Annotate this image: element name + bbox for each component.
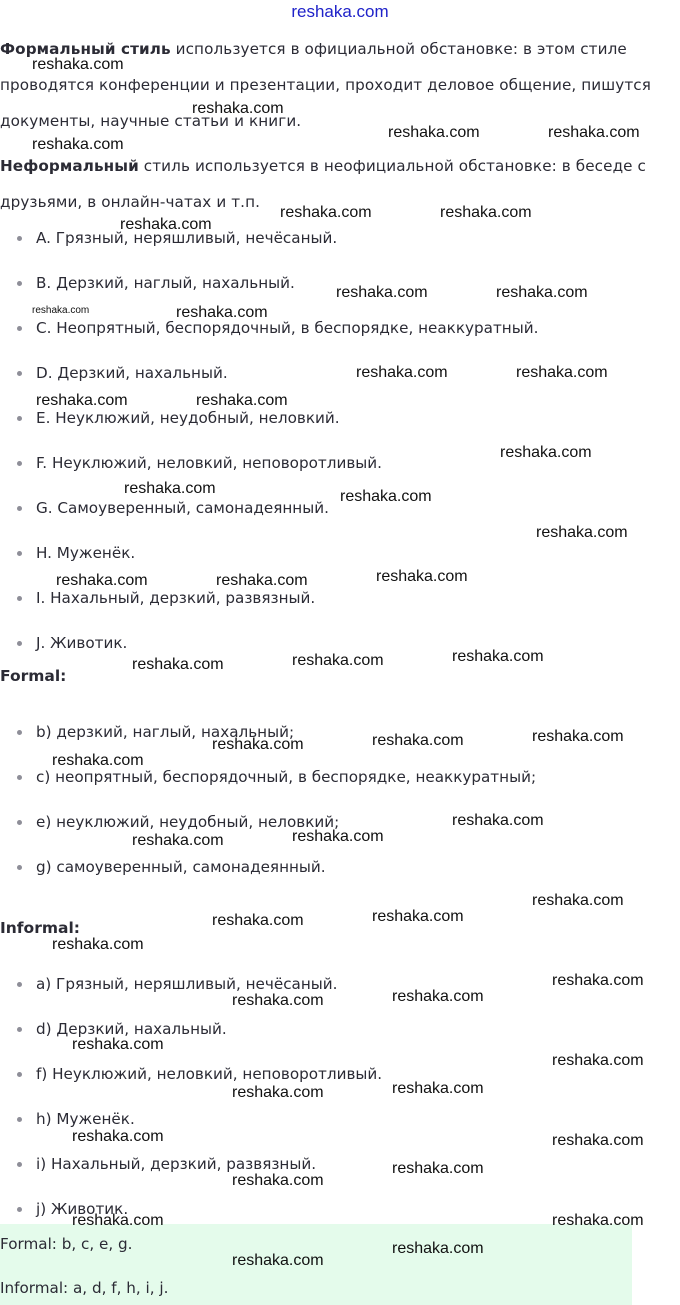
site-link[interactable]: reshaka.com xyxy=(291,2,389,21)
list-item: E. Неуклюжий, неудобный, неловкий. xyxy=(0,408,670,453)
answer-formal: Formal: b, c, e, g. xyxy=(0,1235,133,1253)
watermark: reshaka.com xyxy=(392,1160,484,1177)
list-item: J. Животик. xyxy=(0,633,670,678)
list-item: h) Муженёк. xyxy=(0,1109,670,1154)
formal-heading: Formal: xyxy=(0,667,67,685)
informal-term: Неформальный xyxy=(0,157,139,175)
watermark: reshaka.com xyxy=(536,524,628,541)
watermark: reshaka.com xyxy=(52,936,144,953)
watermark: reshaka.com xyxy=(292,652,384,669)
list-item: D. Дерзкий, нахальный. xyxy=(0,363,670,408)
watermark: reshaka.com xyxy=(72,1212,164,1229)
watermark: reshaka.com xyxy=(356,364,448,381)
watermark: reshaka.com xyxy=(120,216,212,233)
list-item: c) неопрятный, беспорядочный, в беспорядке, неаккуратный; xyxy=(0,767,670,812)
watermark: reshaka.com xyxy=(548,124,640,141)
watermark: reshaka.com xyxy=(232,992,324,1009)
watermark: reshaka.com xyxy=(552,1212,644,1229)
watermark: reshaka.com xyxy=(292,828,384,845)
list-item: e) неуклюжий, неудобный, неловкий; xyxy=(0,812,670,857)
list-item: C. Неопрятный, беспорядочный, в беспорядке, неаккуратный. xyxy=(0,318,670,363)
watermark: reshaka.com xyxy=(36,392,128,409)
formal-list xyxy=(0,722,670,902)
watermark: reshaka.com xyxy=(232,1252,324,1269)
informal-style-paragraph xyxy=(0,148,672,220)
watermark: reshaka.com xyxy=(388,124,480,141)
watermark: reshaka.com xyxy=(32,136,124,153)
watermark: reshaka.com xyxy=(440,204,532,221)
watermark: reshaka.com xyxy=(176,304,268,321)
watermark: reshaka.com xyxy=(552,972,644,989)
list-item: I. Нахальный, дерзкий, развязный. xyxy=(0,588,670,633)
formal-description: используется в официальной обстановке: в этом стиле проводятся конференции и презентации, проходит деловое общение, пишутся документы, научные статьи и книги. xyxy=(0,40,651,130)
answer-informal: Informal: a, d, f, h, i, j. xyxy=(0,1279,169,1297)
list-item: g) самоуверенный, самонадеянный. xyxy=(0,857,670,902)
list-item: H. Муженёк. xyxy=(0,543,670,588)
informal-description: стиль используется в неофициальной обстановке: в беседе с друзьями, в онлайн-чатах и т.п. xyxy=(0,157,647,211)
watermark: reshaka.com xyxy=(212,736,304,753)
list-item: A. Грязный, неряшливый, нечёсаный. xyxy=(0,228,670,273)
watermark: reshaka.com xyxy=(132,832,224,849)
informal-list xyxy=(0,974,670,1244)
list-item: f) Неуклюжий, неловкий, неповоротливый. xyxy=(0,1064,670,1109)
watermark: reshaka.com xyxy=(212,912,304,929)
watermark: reshaka.com xyxy=(52,752,144,769)
formal-term: Формальный стиль xyxy=(0,40,171,58)
list-item: F. Неуклюжий, неловкий, неповоротливый. xyxy=(0,453,670,498)
watermark: reshaka.com xyxy=(392,1240,484,1257)
watermark: reshaka.com xyxy=(280,204,372,221)
list-item: B. Дерзкий, наглый, нахальный. xyxy=(0,273,670,318)
watermark: reshaka.com xyxy=(516,364,608,381)
watermark: reshaka.com xyxy=(56,572,148,589)
watermark: reshaka.com xyxy=(124,480,216,497)
watermark: reshaka.com xyxy=(532,728,624,745)
list-item: G. Самоуверенный, самонадеянный. xyxy=(0,498,670,543)
list-item: b) дерзкий, наглый, нахальный; xyxy=(0,722,670,767)
watermark: reshaka.com xyxy=(376,568,468,585)
list-item: j) Животик. xyxy=(0,1199,670,1244)
list-item: a) Грязный, неряшливый, нечёсаный. xyxy=(0,974,670,1019)
watermark: reshaka.com xyxy=(532,892,624,909)
watermark: reshaka.com xyxy=(72,1128,164,1145)
watermark: reshaka.com xyxy=(132,656,224,673)
watermark: reshaka.com xyxy=(452,648,544,665)
watermark: reshaka.com xyxy=(552,1052,644,1069)
watermark: reshaka.com xyxy=(232,1172,324,1189)
watermark: reshaka.com xyxy=(192,100,284,117)
watermark: reshaka.com xyxy=(392,1080,484,1097)
watermark: reshaka.com xyxy=(216,572,308,589)
watermark: reshaka.com xyxy=(392,988,484,1005)
watermark: reshaka.com xyxy=(372,908,464,925)
watermark: reshaka.com xyxy=(196,392,288,409)
list-item: d) Дерзкий, нахальный. xyxy=(0,1019,670,1064)
watermark: reshaka.com xyxy=(32,305,90,316)
list-item: i) Нахальный, дерзкий, развязный. xyxy=(0,1154,670,1199)
formal-style-paragraph xyxy=(0,31,672,139)
watermark: reshaka.com xyxy=(372,732,464,749)
watermark: reshaka.com xyxy=(232,1084,324,1101)
watermark: reshaka.com xyxy=(452,812,544,829)
watermark: reshaka.com xyxy=(340,488,432,505)
watermark: reshaka.com xyxy=(336,284,428,301)
watermark: reshaka.com xyxy=(552,1132,644,1149)
watermark: reshaka.com xyxy=(32,56,124,73)
definitions-list xyxy=(0,228,670,678)
watermark: reshaka.com xyxy=(496,284,588,301)
watermark: reshaka.com xyxy=(72,1036,164,1053)
informal-heading: Informal: xyxy=(0,919,80,937)
watermark: reshaka.com xyxy=(500,444,592,461)
